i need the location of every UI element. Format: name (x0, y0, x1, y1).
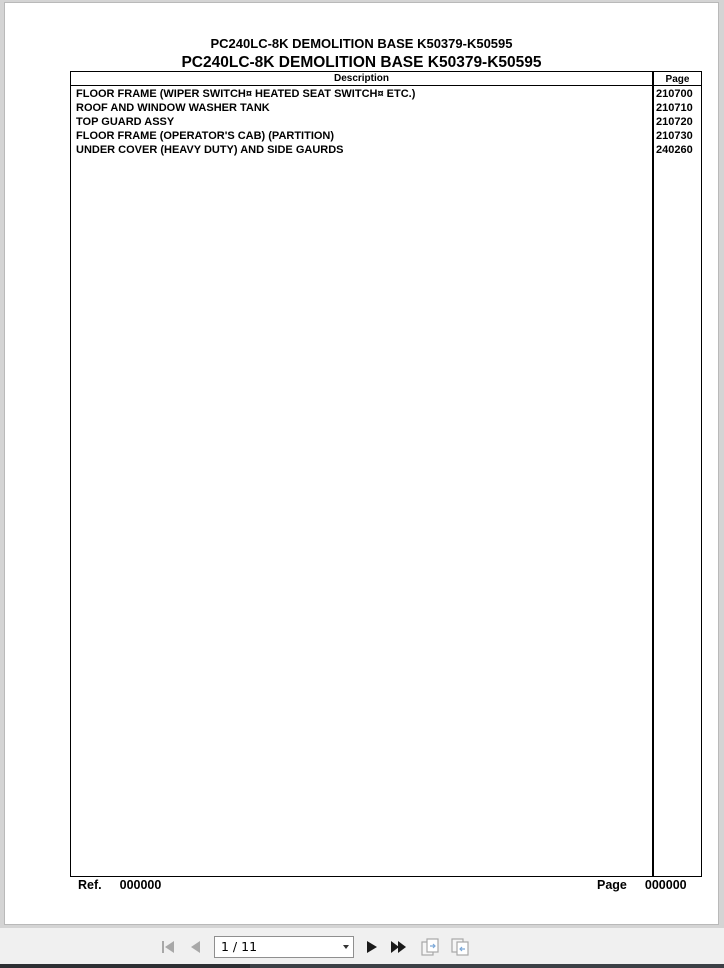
row-page-number: 210710 (656, 102, 693, 114)
chevron-down-icon[interactable] (343, 945, 349, 949)
ref-value: 000000 (119, 878, 162, 892)
table-rows (71, 87, 701, 157)
row-description: UNDER COVER (HEAVY DUTY) AND SIDE GAURDS (76, 144, 344, 156)
column-header-page: Page (665, 74, 690, 85)
row-description: ROOF AND WINDOW WASHER TANK (76, 102, 270, 114)
table-row[interactable] (71, 87, 701, 101)
row-page-number: 240260 (656, 144, 693, 156)
page-label: Page (597, 878, 627, 892)
row-description: FLOOR FRAME (OPERATOR'S CAB) (PARTITION) (76, 130, 335, 142)
document-page (4, 2, 719, 925)
table-row[interactable] (71, 143, 701, 157)
page-indicator: 1 / 11 (221, 939, 258, 954)
footer-page (597, 877, 687, 893)
row-page-number: 210720 (656, 116, 693, 128)
next-page-icon (363, 938, 381, 956)
document-title: PC240LC-8K DEMOLITION BASE K50379-K50595 (210, 36, 513, 51)
page-value: 000000 (644, 878, 687, 892)
window-bottom-edge-segment (250, 964, 724, 968)
navigation-toolbar (0, 928, 724, 964)
table-row[interactable] (71, 129, 701, 143)
fit-page-icon (420, 937, 440, 957)
fit-width-icon (450, 937, 470, 957)
column-divider (652, 72, 654, 876)
last-page-icon (389, 938, 409, 956)
table-row[interactable] (71, 115, 701, 129)
row-description: TOP GUARD ASSY (76, 116, 175, 128)
fit-width-button[interactable] (450, 937, 470, 957)
previous-page-button[interactable] (186, 937, 206, 957)
page-number-select[interactable] (214, 936, 354, 958)
table-row[interactable] (71, 101, 701, 115)
document-subtitle: PC240LC-8K DEMOLITION BASE K50379-K50595 (181, 54, 542, 71)
first-page-button[interactable] (158, 937, 178, 957)
footer-ref (78, 877, 161, 893)
header-divider (71, 85, 701, 86)
next-page-button[interactable] (362, 937, 382, 957)
ref-label: Ref. (78, 878, 102, 892)
row-page-number: 210700 (656, 88, 693, 100)
row-description: FLOOR FRAME (WIPER SWITCH¤ HEATED SEAT SWITCH¤ ETC.) (76, 88, 416, 100)
window-bottom-edge (0, 964, 724, 968)
first-page-icon (159, 938, 177, 956)
fit-page-button[interactable] (420, 937, 440, 957)
column-header-description: Description (333, 73, 389, 84)
row-page-number: 210730 (656, 130, 693, 142)
last-page-button[interactable] (389, 937, 409, 957)
parts-index-table (70, 71, 702, 877)
previous-page-icon (187, 938, 205, 956)
